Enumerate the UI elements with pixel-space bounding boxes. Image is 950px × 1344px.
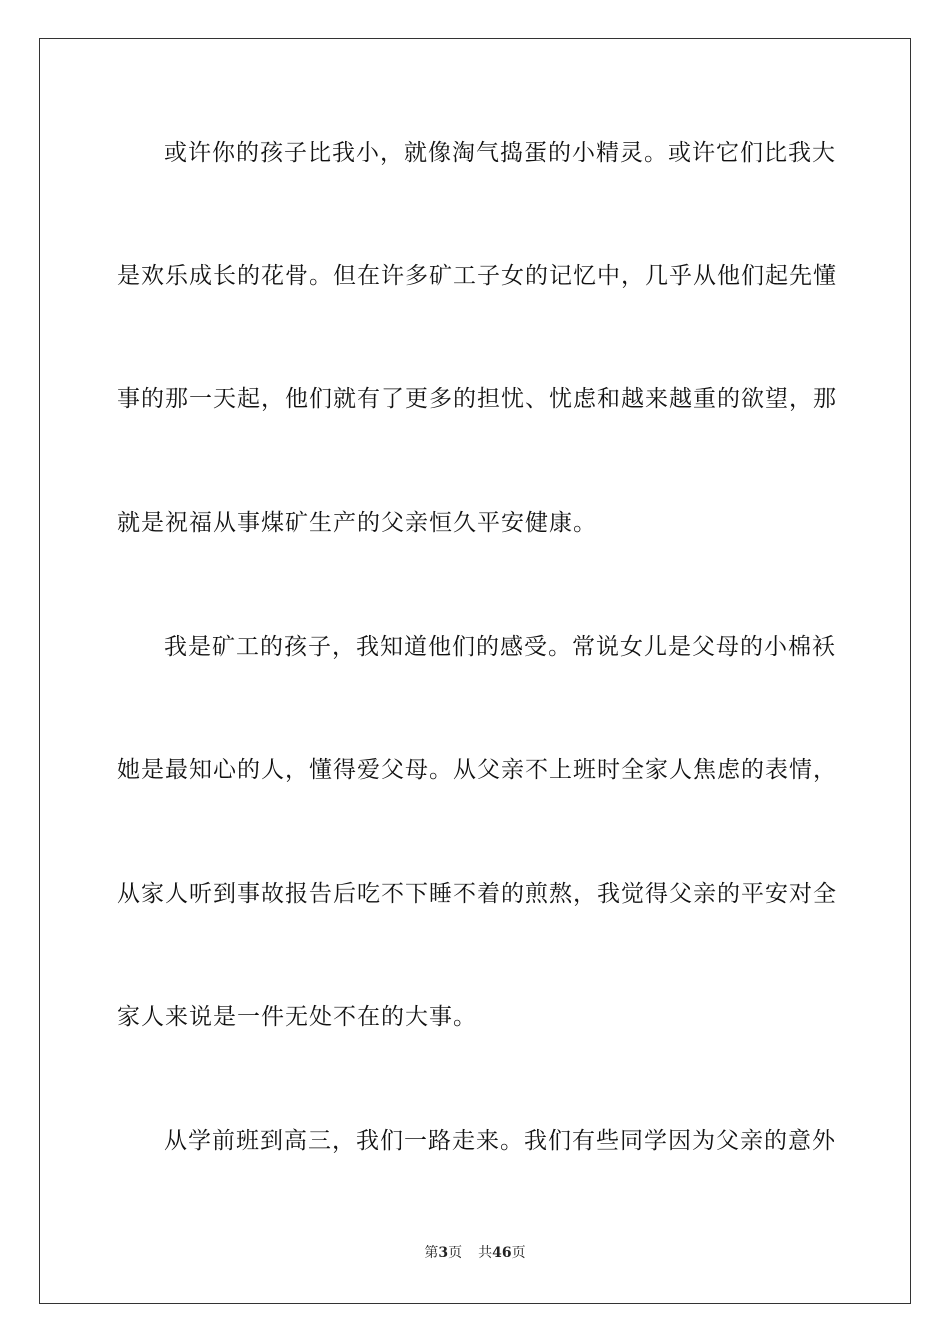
page-footer: [0, 1243, 950, 1263]
text-line: 我是矿工的孩子，我知道他们的感受。常说女儿是父母的小棉袄: [164, 634, 836, 660]
page-suffix: 页: [448, 1245, 463, 1261]
text-line: 从学前班到高三，我们一路走来。我们有些同学因为父亲的意外: [164, 1128, 836, 1154]
page-prefix: 第: [424, 1245, 439, 1261]
text-line: 家人来说是一件无处不在的大事。: [117, 1004, 477, 1030]
text-line: 事的那一天起，他们就有了更多的担忧、忧虑和越来越重的欲望，那: [117, 386, 837, 412]
text-line: 从家人听到事故报告后吃不下睡不着的煎熬，我觉得父亲的平安对全: [117, 881, 837, 907]
page-frame: [39, 38, 911, 1304]
text-line: 或许你的孩子比我小，就像淘气捣蛋的小精灵。或许它们比我大: [164, 140, 836, 166]
page-number: 3: [438, 1245, 449, 1261]
text-line: 是欢乐成长的花骨。但在许多矿工子女的记忆中，几乎从他们起先懂: [117, 263, 837, 289]
total-pages: 46: [492, 1245, 512, 1261]
text-line: 她是最知心的人，懂得爱父母。从父亲不上班时全家人焦虑的表情，: [117, 757, 837, 783]
total-prefix: 共: [478, 1245, 493, 1261]
total-suffix: 页: [511, 1245, 526, 1261]
text-line: 就是祝福从事煤矿生产的父亲恒久平安健康。: [117, 510, 597, 536]
